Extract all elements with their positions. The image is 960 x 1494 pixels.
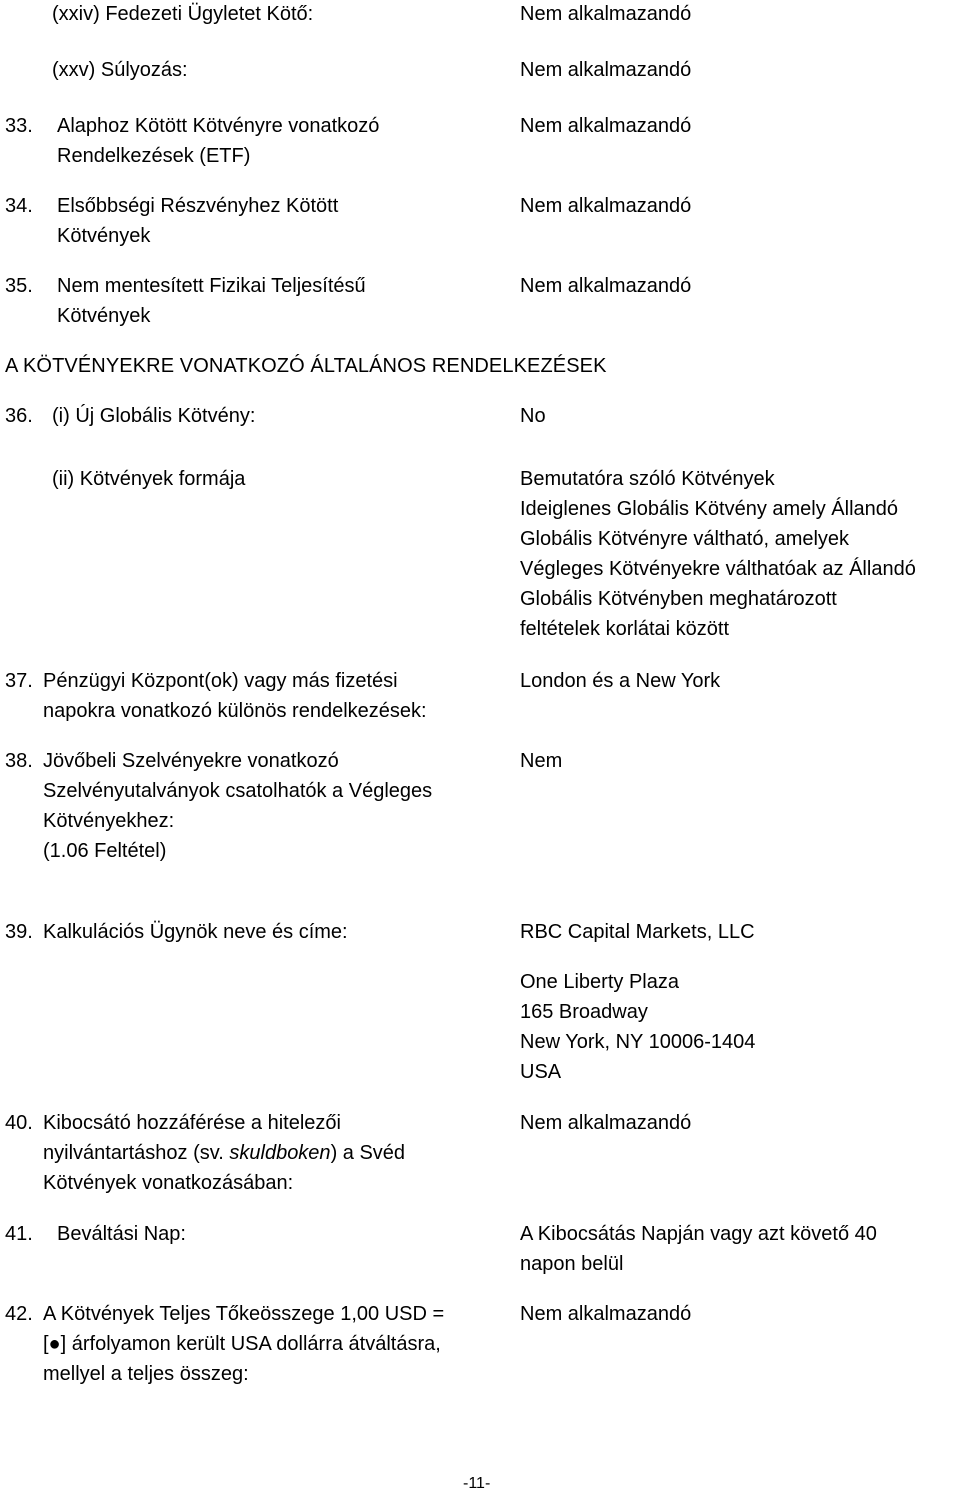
row-39-value: RBC Capital Markets, LLC	[520, 921, 755, 943]
row-37-label-line: napokra vonatkozó különös rendelkezések:	[43, 700, 427, 722]
row-40-label	[43, 1108, 405, 1198]
row-40-label-post: ) a Svéd	[330, 1142, 406, 1164]
row-41-value	[520, 1219, 877, 1279]
page-number: -11-	[463, 1475, 491, 1492]
row-36-label: (i) Új Globális Kötvény:	[52, 405, 256, 427]
row-42-label-line: [●] árfolyamon került USA dollárra átváltásra,	[43, 1333, 441, 1355]
row-36-sub-value-line: feltételek korlátai között	[520, 618, 729, 640]
row-38-number: 38.	[5, 750, 33, 772]
address-line: New York, NY 10006-1404	[520, 1031, 756, 1053]
row-36-sub-value-line: Bemutatóra szóló Kötvények	[520, 468, 775, 490]
row-35-number: 35.	[5, 275, 33, 297]
row-38-label-line: Szelvényutalványok csatolhatók a Végleges	[43, 780, 433, 802]
row-37-label-line: Pénzügyi Központ(ok) vagy más fizetési	[43, 670, 398, 692]
row-40-label-pre: nyilvántartáshoz (sv.	[43, 1142, 230, 1164]
row-35-label-line: Kötvények	[57, 305, 151, 327]
row-40-label-line: Kibocsátó hozzáférése a hitelezői	[43, 1112, 341, 1134]
row-42-value: Nem alkalmazandó	[520, 1303, 692, 1325]
row-34-label	[57, 191, 338, 251]
row-40-label-line	[43, 1138, 405, 1168]
row-37-label	[43, 666, 427, 726]
row-36-sub-value-line: Globális Kötvényben meghatározott	[520, 588, 837, 610]
row-40-number: 40.	[5, 1112, 33, 1134]
row-36-sub-value	[520, 464, 916, 644]
row-37-number: 37.	[5, 670, 33, 692]
row-33-label-line: Rendelkezések (ETF)	[57, 145, 251, 167]
row-41-number: 41.	[5, 1223, 33, 1245]
row-38-value: Nem	[520, 750, 563, 772]
row-42-label-line: mellyel a teljes összeg:	[43, 1363, 249, 1385]
row-36-sub-value-line: Globális Kötvényre váltható, amelyek	[520, 528, 850, 550]
row-33-label	[57, 111, 379, 171]
row-40-value: Nem alkalmazandó	[520, 1112, 692, 1134]
row-36-sub-label: (ii) Kötvények formája	[52, 468, 246, 490]
row-39-label: Kalkulációs Ügynök neve és címe:	[43, 921, 348, 943]
row-xxv-value: Nem alkalmazandó	[520, 59, 692, 81]
row-33-value: Nem alkalmazandó	[520, 115, 692, 137]
address-line: USA	[520, 1061, 562, 1083]
row-34-value: Nem alkalmazandó	[520, 195, 692, 217]
row-36-sub-value-line: Végleges Kötvényekre válthatóak az Állandó	[520, 558, 916, 580]
row-34-label-line: Kötvények	[57, 225, 151, 247]
row-38-label-line: Jövőbeli Szelvényekre vonatkozó	[43, 750, 339, 772]
row-41-label: Beváltási Nap:	[57, 1223, 186, 1245]
row-38-label	[43, 746, 432, 866]
row-34-label-line: Elsőbbségi Részvényhez Kötött	[57, 195, 339, 217]
row-42-number: 42.	[5, 1303, 33, 1325]
row-38-label-line: (1.06 Feltétel)	[43, 840, 167, 862]
row-35-value: Nem alkalmazandó	[520, 275, 692, 297]
row-39-address	[520, 967, 755, 1087]
row-34-number: 34.	[5, 195, 33, 217]
row-36-value: No	[520, 405, 546, 427]
row-xxiv-value: Nem alkalmazandó	[520, 3, 692, 25]
row-41-value-line: napon belül	[520, 1253, 624, 1275]
row-40-label-italic: skuldboken	[229, 1142, 331, 1164]
row-33-number: 33.	[5, 115, 33, 137]
row-38-label-line: Kötvényekhez:	[43, 810, 175, 832]
row-37-value: London és a New York	[520, 670, 721, 692]
row-36-sub-value-line: Ideiglenes Globális Kötvény amely Állandó	[520, 498, 898, 520]
row-xxv-label: (xxv) Súlyozás:	[52, 59, 188, 81]
section-heading: A KÖTVÉNYEKRE VONATKOZÓ ÁLTALÁNOS RENDELKEZÉSEK	[5, 355, 607, 377]
row-35-label	[57, 271, 366, 331]
address-line: 165 Broadway	[520, 1001, 648, 1023]
address-line: One Liberty Plaza	[520, 971, 679, 993]
row-40-label-line: Kötvények vonatkozásában:	[43, 1172, 294, 1194]
row-39-number: 39.	[5, 921, 33, 943]
row-36-number: 36.	[5, 405, 33, 427]
row-42-label	[43, 1299, 444, 1389]
row-33-label-line: Alaphoz Kötött Kötvényre vonatkozó	[57, 115, 380, 137]
row-35-label-line: Nem mentesített Fizikai Teljesítésű	[57, 275, 366, 297]
row-42-label-line: A Kötvények Teljes Tőkeösszege 1,00 USD =	[43, 1303, 445, 1325]
row-41-value-line: A Kibocsátás Napján vagy azt követő 40	[520, 1223, 877, 1245]
row-xxiv-label: (xxiv) Fedezeti Ügyletet Kötő:	[52, 3, 314, 25]
